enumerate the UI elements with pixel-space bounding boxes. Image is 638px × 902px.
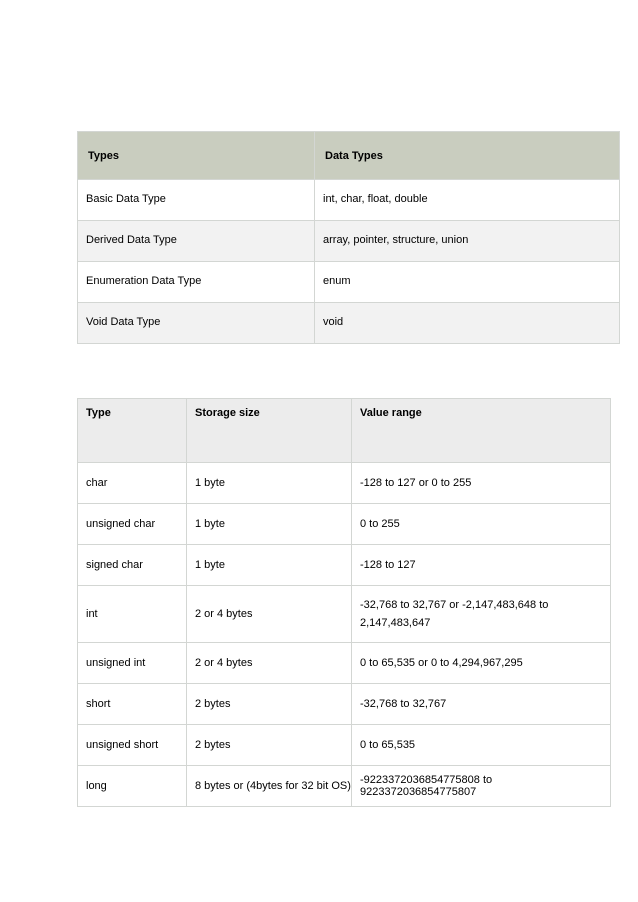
table-cell: 2 bytes bbox=[187, 684, 352, 725]
table-cell: void bbox=[315, 303, 620, 344]
table-row bbox=[78, 180, 620, 221]
table-cell: 2 or 4 bytes bbox=[187, 586, 352, 643]
table-cell: Void Data Type bbox=[78, 303, 315, 344]
table-cell: 2 or 4 bytes bbox=[187, 643, 352, 684]
storage-size-table bbox=[77, 398, 611, 807]
table-header-row bbox=[78, 399, 611, 463]
table-cell: enum bbox=[315, 262, 620, 303]
table-cell: unsigned char bbox=[78, 504, 187, 545]
header-type: Type bbox=[78, 399, 187, 463]
table-cell: 0 to 255 bbox=[352, 504, 611, 545]
table-cell: unsigned int bbox=[78, 643, 187, 684]
table-row bbox=[78, 221, 620, 262]
table-cell: -32,768 to 32,767 bbox=[352, 684, 611, 725]
table-cell: Basic Data Type bbox=[78, 180, 315, 221]
header-data-types: Data Types bbox=[315, 132, 620, 180]
table-cell: unsigned short bbox=[78, 725, 187, 766]
table-header-row bbox=[78, 132, 620, 180]
table-cell: Derived Data Type bbox=[78, 221, 315, 262]
table-row bbox=[78, 262, 620, 303]
table-row bbox=[78, 766, 611, 807]
table-row bbox=[78, 643, 611, 684]
table-cell: 2 bytes bbox=[187, 725, 352, 766]
table-cell: array, pointer, structure, union bbox=[315, 221, 620, 262]
table-cell: char bbox=[78, 463, 187, 504]
table-cell: int bbox=[78, 586, 187, 643]
data-types-table bbox=[77, 131, 620, 344]
header-types: Types bbox=[78, 132, 315, 180]
table-row bbox=[78, 504, 611, 545]
table-cell: -128 to 127 bbox=[352, 545, 611, 586]
table-cell: -9223372036854775808 to 9223372036854775807 bbox=[352, 766, 611, 807]
table-cell: 1 byte bbox=[187, 463, 352, 504]
table-row bbox=[78, 303, 620, 344]
table-row bbox=[78, 545, 611, 586]
header-storage-size: Storage size bbox=[187, 399, 352, 463]
header-value-range: Value range bbox=[352, 399, 611, 463]
table-cell: 1 byte bbox=[187, 504, 352, 545]
table-cell: -32,768 to 32,767 or -2,147,483,648 to 2,147,483,647 bbox=[352, 586, 611, 643]
table-cell: Enumeration Data Type bbox=[78, 262, 315, 303]
table-row bbox=[78, 586, 611, 643]
table-cell: 0 to 65,535 or 0 to 4,294,967,295 bbox=[352, 643, 611, 684]
table-row bbox=[78, 725, 611, 766]
table-cell: short bbox=[78, 684, 187, 725]
table-cell: long bbox=[78, 766, 187, 807]
table-cell: signed char bbox=[78, 545, 187, 586]
table-cell: -128 to 127 or 0 to 255 bbox=[352, 463, 611, 504]
table-cell: 0 to 65,535 bbox=[352, 725, 611, 766]
table-cell: 8 bytes or (4bytes for 32 bit OS) bbox=[187, 766, 352, 807]
table-row bbox=[78, 463, 611, 504]
table-row bbox=[78, 684, 611, 725]
table-cell: 1 byte bbox=[187, 545, 352, 586]
table-cell: int, char, float, double bbox=[315, 180, 620, 221]
